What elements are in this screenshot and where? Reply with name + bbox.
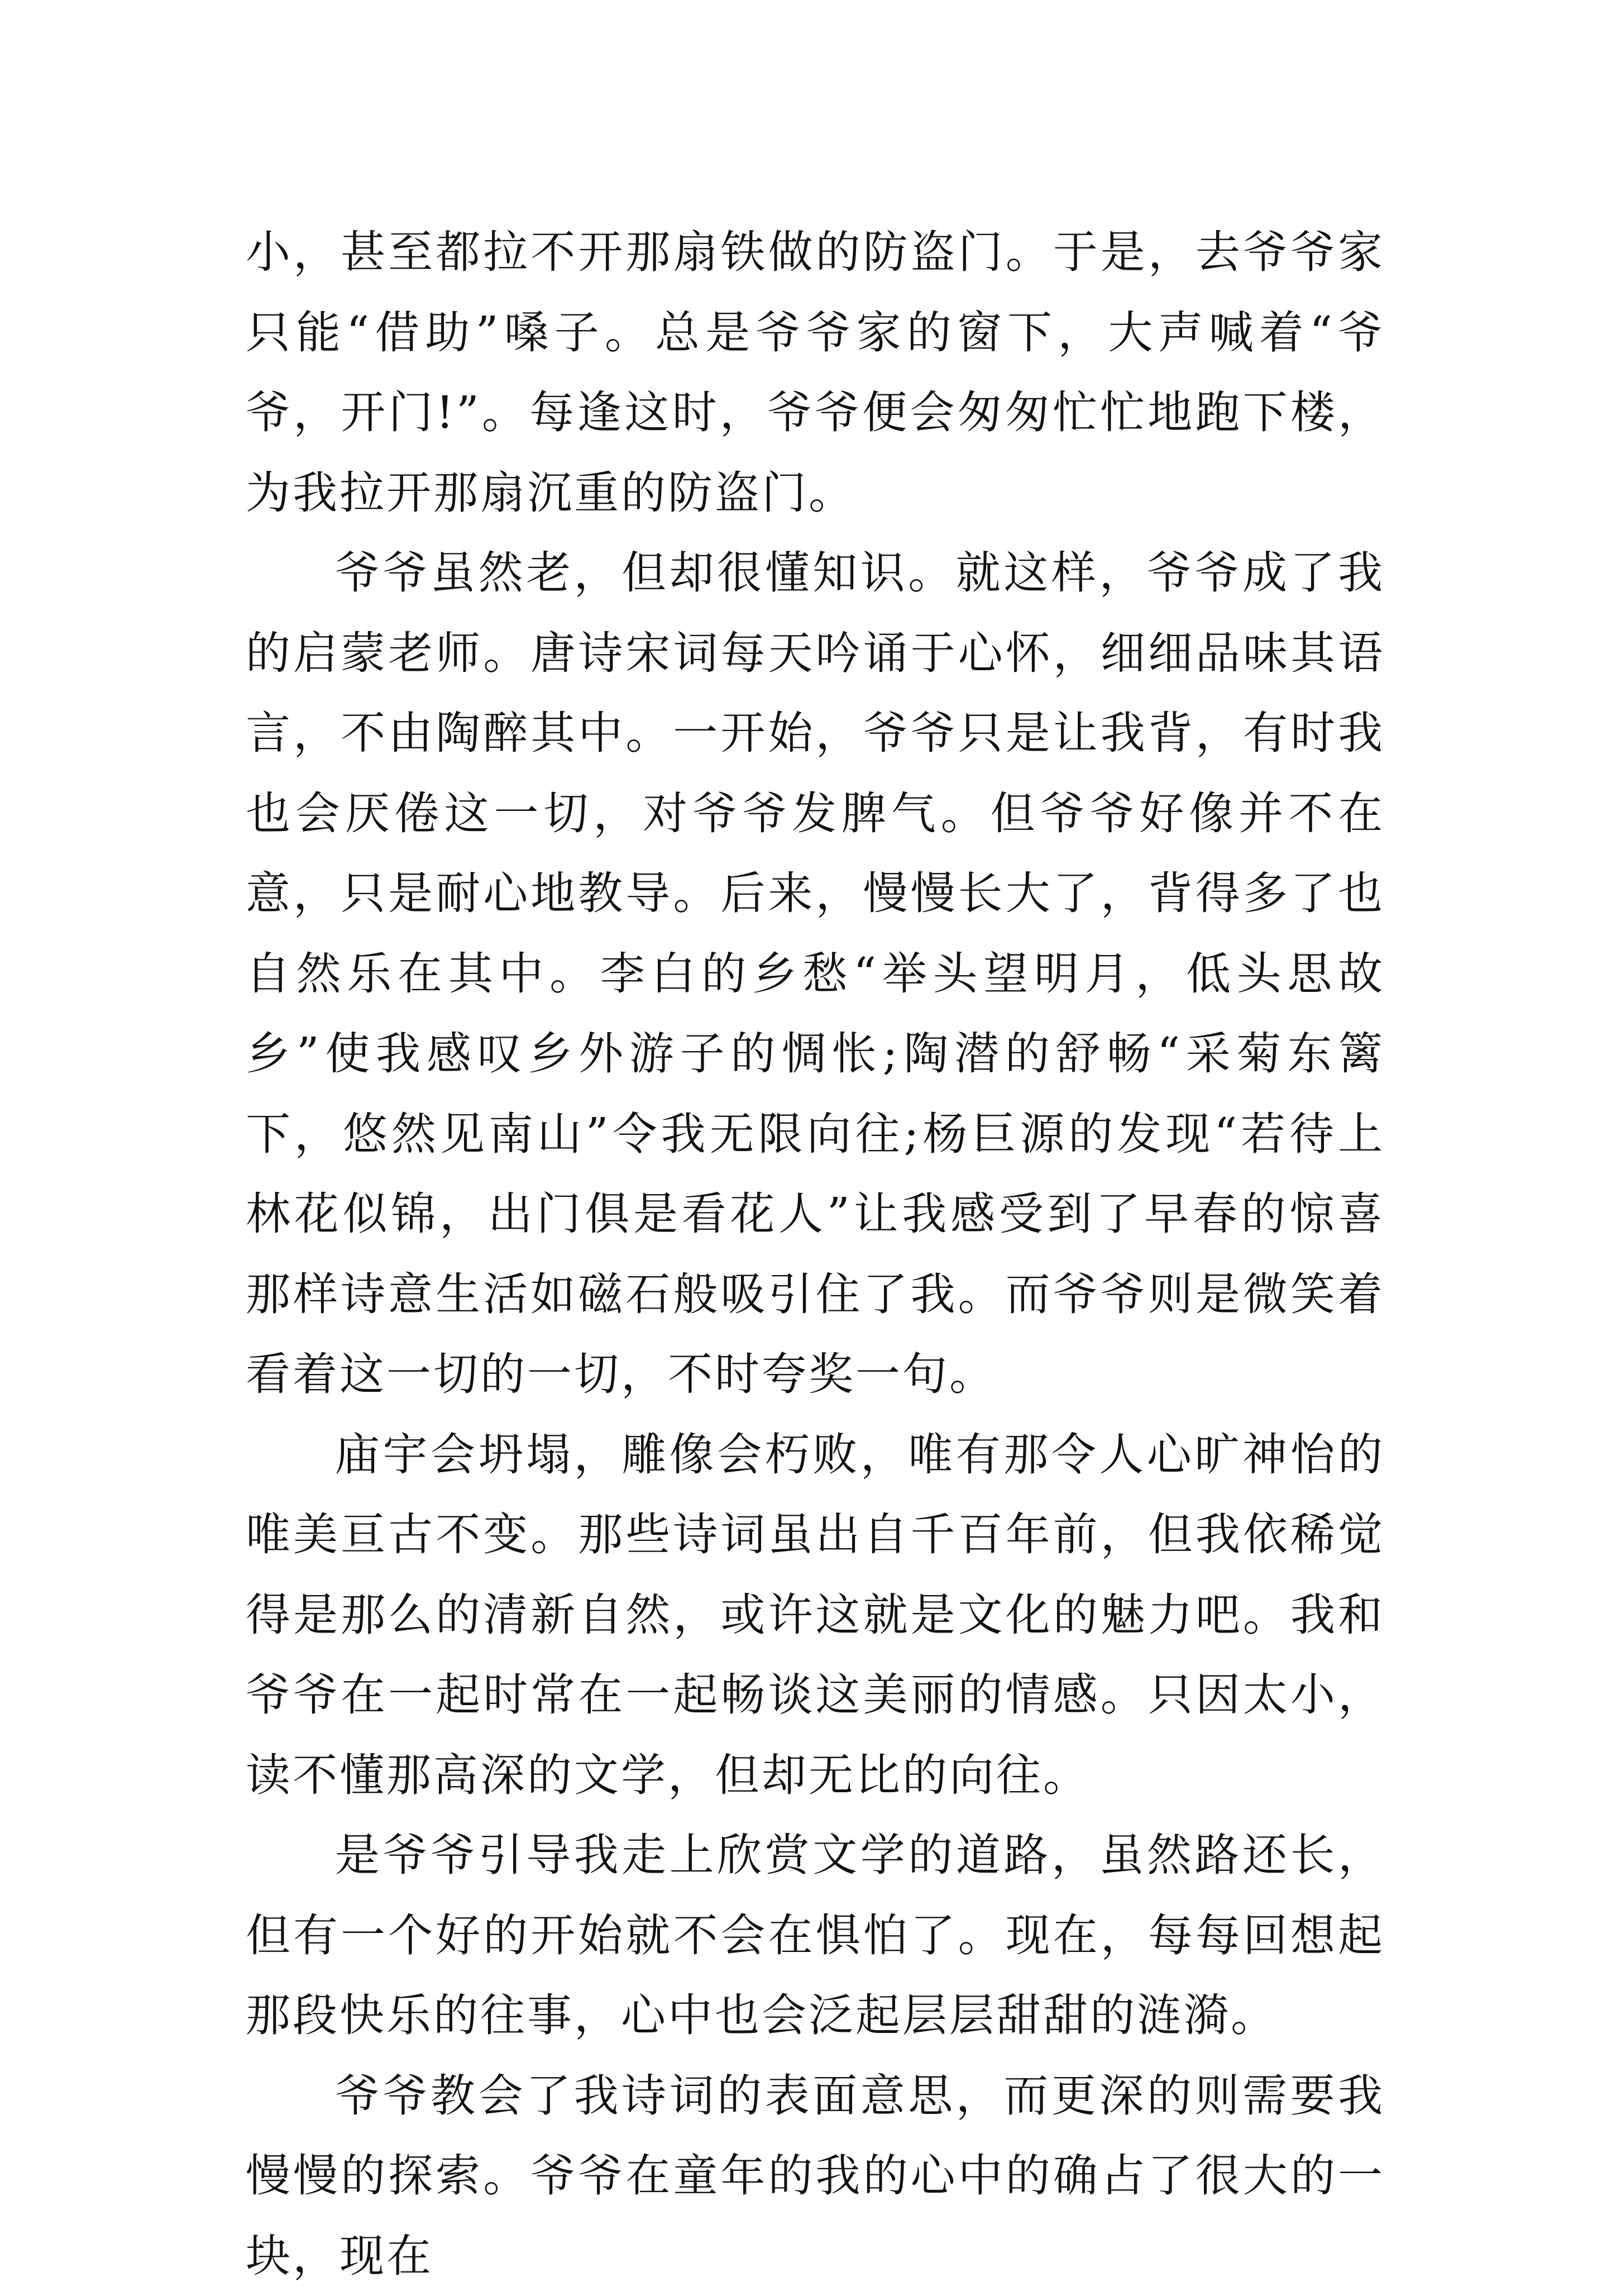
- paragraph-poetry-meaning: 爷爷教会了我诗词的表面意思，而更深的则需要我慢慢的探索。爷爷在童年的我的心中的确占了很大的一块，现在: [246, 2056, 1385, 2296]
- paragraph-continued: 小，甚至都拉不开那扇铁做的防盗门。于是，去爷爷家只能“借助”嗓子。总是爷爷家的窗下，大声喊着“爷爷，开门!”。每逢这时，爷爷便会匆匆忙忙地跑下楼，为我拉开那扇沉重的防盗门。: [246, 212, 1385, 533]
- paragraph-grandpa-teacher: 爷爷虽然老，但却很懂知识。就这样，爷爷成了我的启蒙老师。唐诗宋词每天吟诵于心怀，细细品味其语言，不由陶醉其中。一开始，爷爷只是让我背，有时我也会厌倦这一切，对爷爷发脾气。但爷爷好像并不在意，只是耐心地教导。后来，慢慢长大了，背得多了也自然乐在其中。李白的乡愁“举头望明月，低头思故乡”使我感叹乡外游子的惆怅;陶潜的舒畅“采菊东篱下，悠然见南山”令我无限向往;杨巨源的发现“若待上林花似锦，出门俱是看花人”让我感受到了早春的惊喜那样诗意生活如磁石般吸引住了我。而爷爷则是微笑着看着这一切的一切，不时夸奖一句。: [246, 533, 1385, 1415]
- paragraph-literature-road: 是爷爷引导我走上欣赏文学的道路，虽然路还长，但有一个好的开始就不会在惧怕了。现在，每每回想起那段快乐的往事，心中也会泛起层层甜甜的涟漪。: [246, 1815, 1385, 2056]
- paragraph-temple: 庙宇会坍塌，雕像会朽败，唯有那令人心旷神怡的唯美亘古不变。那些诗词虽出自千百年前，但我依稀觉得是那么的清新自然，或许这就是文化的魅力吧。我和爷爷在一起时常在一起畅谈这美丽的情感。只因太小，读不懂那高深的文学，但却无比的向往。: [246, 1415, 1385, 1816]
- body-text: [246, 212, 1385, 2296]
